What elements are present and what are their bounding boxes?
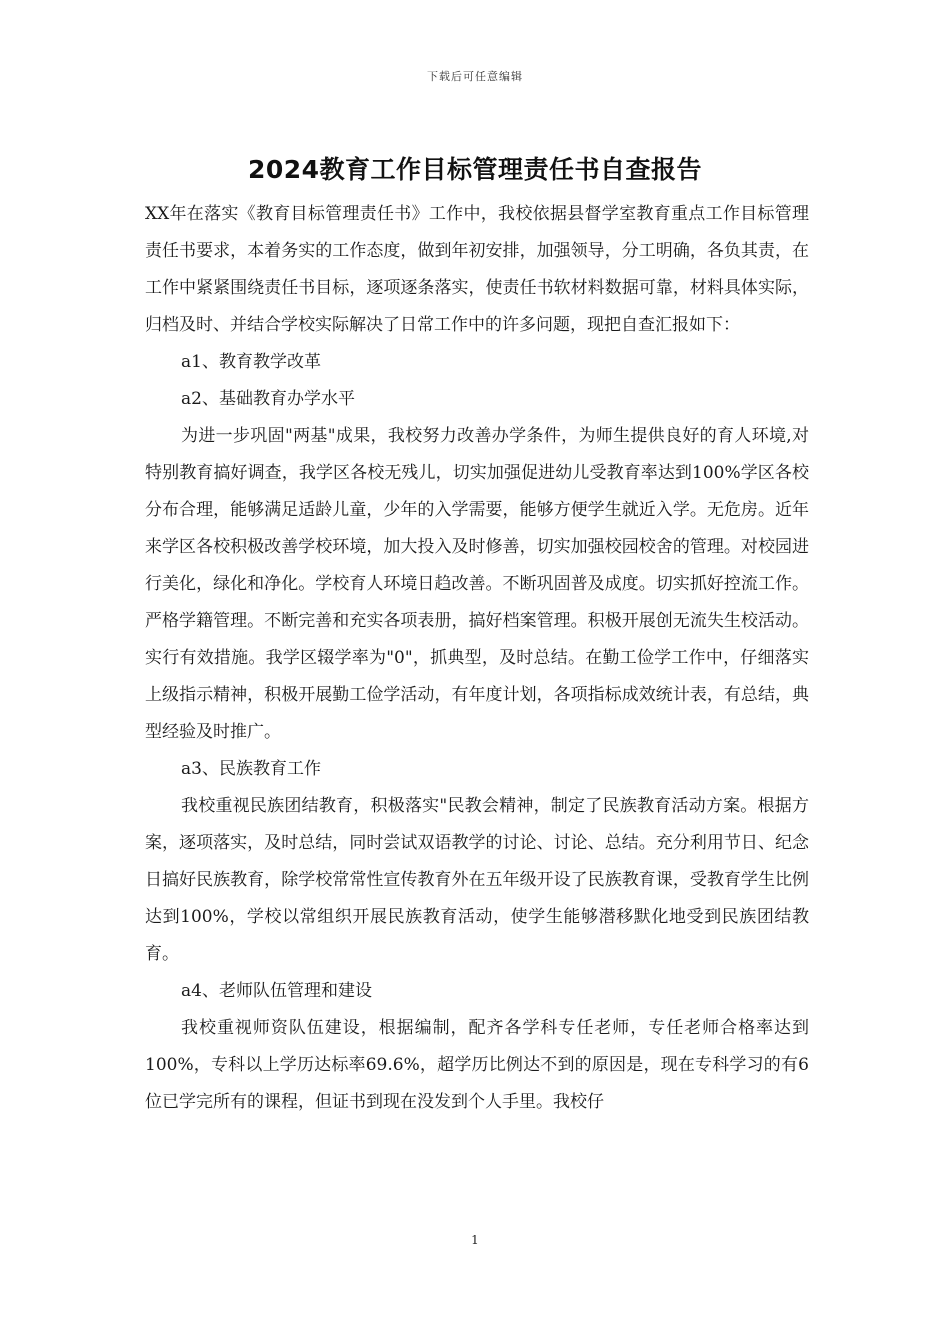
intro-paragraph: XX年在落实《教育目标管理责任书》工作中，我校依据县督学室教育重点工作目标管理责任书要求，本着务实的工作态度，做到年初安排，加强领导，分工明确，各负其责，在工作中紧紧围绕责任书目标，逐项逐条落实，使责任书软材料数据可靠，材料具体实际，归档及时、并结合学校实际解决了日常工作中的许多问题，现把自查汇报如下： <box>145 204 809 335</box>
section-heading-a4: a4、老师队伍管理和建设 <box>181 981 372 1001</box>
section-heading-a2: a2、基础教育办学水平 <box>181 389 355 409</box>
body-paragraph-a3: 我校重视民族团结教育，积极落实"民教会精神，制定了民族教育活动方案。根据方案，逐项落实，及时总结，同时尝试双语教学的讨论、讨论、总结。充分利用节日、纪念日搞好民族教育，除学校常常性宣传教育外在五年级开设了民族教育课，受教育学生比例达到100%，学校以常组织开展民族教育活动，使学生能够潜移默化地受到民族团结教育。 <box>145 796 809 964</box>
document-title: 2024教育工作目标管理责任书自查报告 <box>247 155 703 184</box>
page-number: 1 <box>471 1233 479 1247</box>
document-body <box>145 196 809 1121</box>
section-heading-a1: a1、教育教学改革 <box>181 352 321 372</box>
header-note: 下载后可任意编辑 <box>427 70 523 83</box>
body-paragraph-a2: 为进一步巩固"两基"成果，我校努力改善办学条件，为师生提供良好的育人环境,对特别教育搞好调查，我学区各校无残儿，切实加强促进幼儿受教育率达到100%学区各校分布合理，能够满足适龄儿童，少年的入学需要，能够方便学生就近入学。无危房。近年来学区各校积极改善学校环境，加大投入及时修善，切实加强校园校舍的管理。对校园进行美化，绿化和净化。学校育人环境日趋改善。不断巩固普及成度。切实抓好控流工作。严格学籍管理。不断完善和充实各项表册，搞好档案管理。积极开展创无流失生校活动。实行有效措施。我学区辍学率为"0"，抓典型，及时总结。在勤工俭学工作中，仔细落实上级指示精神，积极开展勤工俭学活动，有年度计划，各项指标成效统计表，有总结，典型经验及时推广。 <box>145 426 809 742</box>
body-paragraph-a4: 我校重视师资队伍建设，根据编制，配齐各学科专任老师，专任老师合格率达到100%，专科以上学历达标率69.6%，超学历比例达不到的原因是，现在专科学习的有6位已学完所有的课程，但证书到现在没发到个人手里。我校仔 <box>145 1018 809 1112</box>
section-heading-a3: a3、民族教育工作 <box>181 759 321 779</box>
